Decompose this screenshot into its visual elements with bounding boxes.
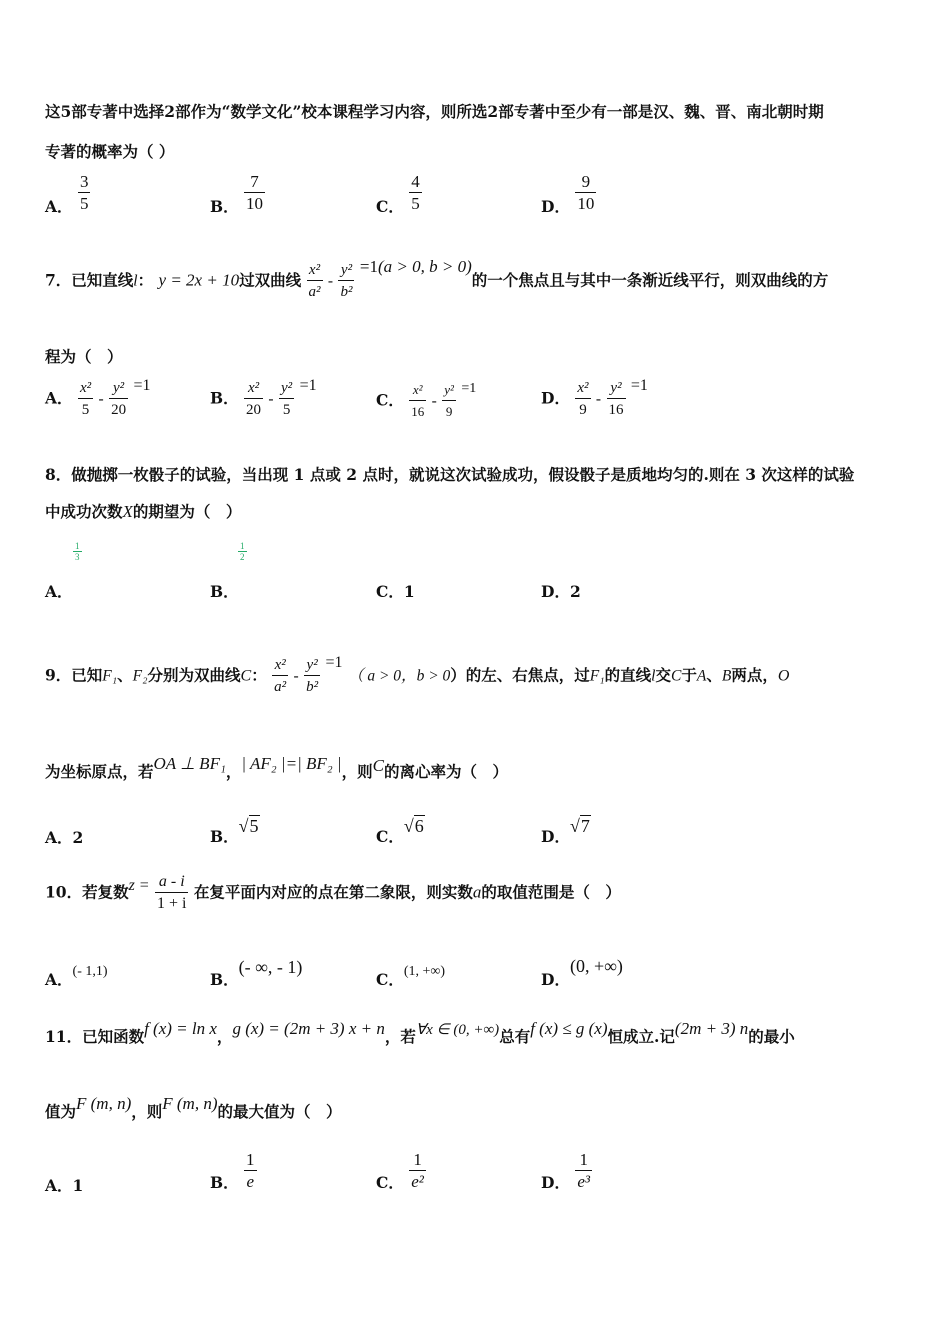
q11-text-line2: 值为F (m, n)，则F (m, n)的最大值为（ ）	[45, 1094, 342, 1121]
q6-option-d[interactable]: D． $\frac{9}{10}$	[541, 172, 595, 216]
q9-option-c[interactable]: C．√6	[376, 816, 424, 846]
q11-option-a[interactable]: A．1	[45, 1176, 84, 1195]
q8-option-a[interactable]: A．	[45, 582, 73, 601]
q8-option-a-value: $\frac{1}{3}$	[75, 540, 80, 562]
q8-option-b-value: $\frac{1}{2}$	[240, 540, 245, 562]
q6-option-c[interactable]: C． $\frac{4}{5}$	[376, 172, 420, 216]
q8-text-line1: 8．做抛掷一枚骰子的试验，当出现 1 点或 2 点时，就说这次试验成功，假设骰子是质地均匀的.则在 3 次这样的试验	[45, 465, 855, 484]
q11-text-line1: 11．已知函数f (x) = ln x，g (x) = (2m + 3) x + n，若∀x ∈ (0, +∞)总有f (x) ≤ g (x)恒成立.记(2m + 3) n的最小	[45, 1019, 795, 1046]
q9-option-a[interactable]: A．2	[45, 828, 84, 847]
q11-option-d[interactable]: D． $\frac{1}{\text{e³}}$	[541, 1150, 591, 1192]
x2: x²	[307, 260, 323, 281]
q10-option-a[interactable]: A．(- 1,1)	[45, 964, 108, 989]
q7-option-b[interactable]: B． $\frac{\text{x²}}{20}$ - $\frac{\text{y²}}{5}$ =1	[210, 376, 317, 418]
q6-text-line2: 专著的概率为（ ）	[45, 142, 175, 161]
q10-option-d[interactable]: D．(0, +∞)	[541, 956, 623, 989]
q8-option-c[interactable]: C．1	[376, 582, 415, 601]
q9-option-b[interactable]: B．√5	[210, 816, 259, 846]
q8-option-d[interactable]: D．2	[541, 582, 581, 601]
q10-option-c[interactable]: C．(1, +∞)	[376, 964, 446, 989]
q9-text-line1: 9．已知F₁、F₂分别为双曲线C： $\frac{\text{x²}}{\text{a²}}$ - $\frac{\text{y²}}{\text{b²}}$ =1 （ a > 0，b > 0）的左、右焦点，过F₁的直线l交C于A、B两点，O	[45, 653, 790, 695]
q8-option-b[interactable]: B．	[210, 582, 239, 601]
q6-text-line1: 这5部专著中选择2部作为“数学文化”校本课程学习内容，则所选2部专著中至少有一部是汉、魏、晋、南北朝时期	[45, 102, 824, 121]
q7-option-c[interactable]: C． $\frac{\text{x²}}{16}$ - $\frac{\text{y²}}{9}$ =1	[376, 380, 477, 419]
q10-option-b[interactable]: B．(- ∞, - 1)	[210, 957, 303, 989]
q11-option-b[interactable]: B． $\frac{1}{e}$	[210, 1150, 255, 1192]
q9-option-d[interactable]: D．√7	[541, 816, 590, 846]
q6-option-b[interactable]: B． $\frac{7}{10}$	[210, 172, 264, 216]
q9-text-line2: 为坐标原点，若OA ⊥ BF₁，| AF₂ |=| BF₂ |，则C的离心率为（ ）	[45, 754, 508, 781]
q8-text-line2: 中成功次数X的期望为（ ）	[45, 502, 242, 521]
q7-option-a[interactable]: A． $\frac{\text{x²}}{5}$ - $\frac{\text{y²}}{20}$ =1	[45, 376, 151, 418]
q11-option-c[interactable]: C． $\frac{1}{\text{e²}}$	[376, 1150, 424, 1192]
q7-text-line1: 7．已知直线l： y = 2x + 10过双曲线 $\frac{\text{x²}}{\text{a²}}$ - $\frac{\text{y²}}{\text{b²}}$ =1(a > 0, b > 0)的一个焦点且与其中一条渐近线平行，则双曲线的方	[45, 256, 829, 300]
q6-option-a[interactable]: A． $\frac{3}{5}$	[45, 172, 89, 216]
q7-option-d[interactable]: D． $\frac{\text{x²}}{9}$ - $\frac{\text{y²}}{16}$ =1	[541, 376, 648, 418]
q10-text-line1: 10．若复数z = $\frac{a - i}{1 + i}$ 在复平面内对应的点在第二象限，则实数a的取值范围是（ ）	[45, 873, 621, 912]
q7-text-line2: 程为（ ）	[45, 347, 123, 366]
